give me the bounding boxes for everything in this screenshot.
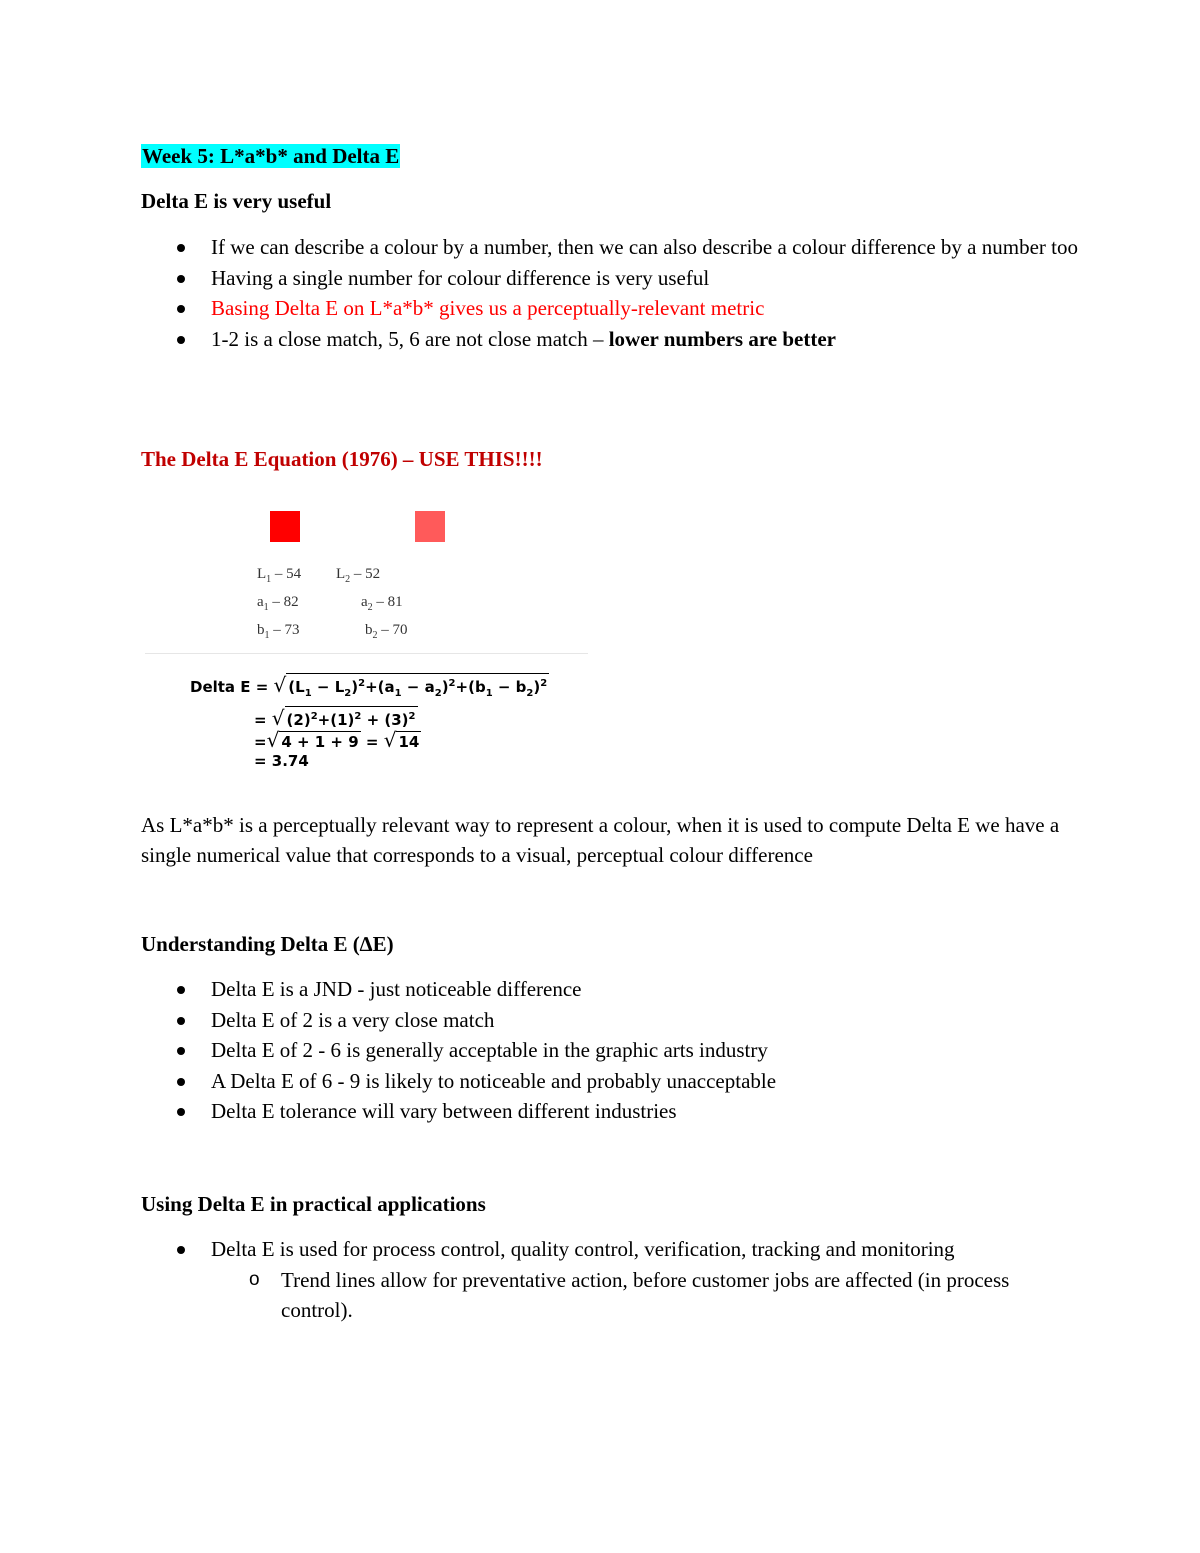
sqrt-icon: √ [266, 728, 280, 752]
list-item: If we can describe a colour by a number, then we can also describe a colour difference by a number too [141, 232, 1081, 263]
bullet-list-practical [141, 1234, 1081, 1326]
bullet-icon [177, 305, 185, 313]
hollow-bullet-icon: o [249, 1268, 260, 1290]
bullet-icon [177, 1108, 185, 1116]
colour-swatch-2 [415, 511, 445, 542]
section-heading-practical-applications: Using Delta E in practical applications [141, 1192, 486, 1216]
sqrt-icon: √ [271, 706, 285, 730]
lab-value-a2: $a_2 - 81$ [361, 594, 403, 613]
list-item: Delta E is used for process control, quality control, verification, tracking and monitoring o Trend lines allow for preventative action, before customer jobs are affected (in process control). [141, 1234, 1081, 1326]
section-heading-delta-e-useful: Delta E is very useful [141, 189, 332, 213]
lab-value-b2: $b_2 - 70$ [365, 622, 408, 641]
bullet-icon [177, 275, 185, 283]
divider [145, 653, 588, 654]
explanation-paragraph: As L*a*b* is a perceptually relevant way to represent a colour, when it is used to compute Delta E we have a single numerical value that corresponds to a visual, perceptual colour difference [141, 813, 1060, 867]
delta-e-step-3: =√ 4 + 1 + 9 = √ 14 [254, 728, 420, 752]
lab-value-l1: $L_1 - 54$ [257, 566, 302, 585]
list-item: 1-2 is a close match, 5, 6 are not close match – lower numbers are better [141, 324, 1081, 355]
list-item: Having a single number for colour difference is very useful [141, 263, 1081, 294]
bullet-icon [177, 244, 185, 252]
lab-value-l2: $L_2 - 52$ [336, 566, 381, 585]
colour-swatch-1 [270, 511, 300, 542]
list-item: Basing Delta E on L*a*b* gives us a perceptually-relevant metric [141, 293, 1081, 324]
sqrt-icon: √ [383, 728, 397, 752]
list-item: Delta E of 2 is a very close match [141, 1005, 1081, 1036]
bullet-icon [177, 1047, 185, 1055]
lab-value-a1: $a_1 - 82$ [257, 594, 299, 613]
bullet-list-understanding [141, 974, 1081, 1127]
list-item: Delta E is a JND - just noticeable difference [141, 974, 1081, 1005]
bullet-icon [177, 986, 185, 994]
section-heading-understanding-delta-e: Understanding Delta E (∆E) [141, 932, 394, 956]
bullet-list-delta-e-useful [141, 232, 1081, 354]
bullet-icon [177, 1246, 185, 1254]
lab-value-b1: $b_1 - 73$ [257, 622, 300, 641]
page-title: Week 5: L*a*b* and Delta E [142, 144, 400, 168]
sub-bullet-list [211, 1265, 1081, 1326]
list-item: Delta E of 2 - 6 is generally acceptable in the graphic arts industry [141, 1035, 1081, 1066]
delta-e-step-2: = √ $(2)^2+(1)^2 + (3)^2$ [254, 706, 416, 730]
bullet-icon [177, 1017, 185, 1025]
sub-list-item: o Trend lines allow for preventative action, before customer jobs are affected (in process control). [211, 1265, 1081, 1326]
bullet-icon [177, 1078, 185, 1086]
sqrt-icon: √ [273, 673, 287, 697]
section-heading-delta-e-equation: The Delta E Equation (1976) – USE THIS!!!! [141, 447, 543, 471]
list-item: A Delta E of 6 - 9 is likely to noticeable and probably unacceptable [141, 1066, 1081, 1097]
bullet-icon [177, 336, 185, 344]
delta-e-formula: Delta E = √ $(L_1 - L_2)^2+(a_1 - a_2)^2+(b_1 - b_2)^2$ [190, 673, 549, 704]
delta-e-result: = 3.74 [254, 752, 309, 770]
list-item: Delta E tolerance will vary between different industries [141, 1096, 1081, 1127]
